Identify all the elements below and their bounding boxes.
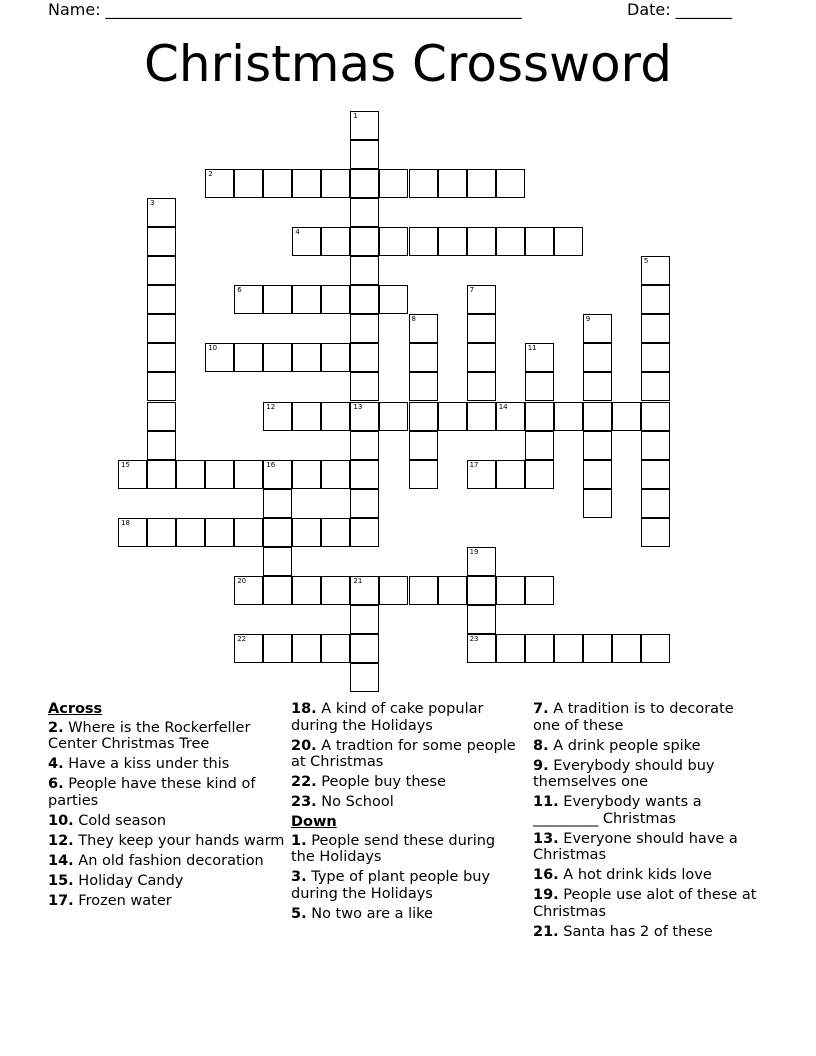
grid-cell[interactable] [350, 169, 379, 198]
clue-item [533, 758, 763, 791]
grid-cell[interactable] [641, 343, 670, 372]
grid-cell[interactable] [409, 460, 438, 489]
grid-cell[interactable] [234, 576, 263, 605]
grid-cell[interactable] [379, 285, 408, 314]
clue-item-text: No two are a like [306, 905, 433, 922]
grid-cell[interactable] [641, 372, 670, 401]
grid-cell[interactable] [321, 227, 350, 256]
grid-cell[interactable] [147, 314, 176, 343]
clue-item-text: No School [316, 794, 394, 810]
grid-cell[interactable] [583, 343, 612, 372]
clue-item-text: People have these kind of parties [48, 776, 256, 809]
grid-cell[interactable] [525, 460, 554, 489]
clue-item [48, 853, 286, 870]
grid-cell[interactable] [583, 314, 612, 343]
grid-cell[interactable] [147, 402, 176, 431]
grid-cell[interactable] [321, 285, 350, 314]
clue-item-text: A hot drink kids love [558, 867, 712, 883]
down-heading: Down [291, 814, 337, 830]
clue-item [291, 906, 516, 923]
grid-cell[interactable] [496, 576, 525, 605]
clue-item-text: People use alot of these at Christmas [533, 887, 757, 920]
clue-item-number: 22. [291, 774, 317, 790]
clue-item [533, 887, 763, 920]
grid-cell[interactable] [350, 576, 379, 605]
grid-cell[interactable] [350, 460, 379, 489]
grid-cell[interactable] [263, 518, 292, 547]
grid-cell[interactable] [350, 663, 379, 692]
grid-cell[interactable] [525, 634, 554, 663]
grid-cell[interactable] [263, 460, 292, 489]
grid-cell[interactable] [350, 140, 379, 169]
page-title: Christmas Crossword [144, 35, 672, 93]
grid-cell[interactable] [379, 227, 408, 256]
grid-cell[interactable] [496, 227, 525, 256]
grid-cell[interactable] [641, 285, 670, 314]
grid-cell[interactable] [467, 227, 496, 256]
grid-cell[interactable] [147, 285, 176, 314]
grid-cell[interactable] [292, 576, 321, 605]
grid-cell[interactable] [525, 402, 554, 431]
grid-cell[interactable] [583, 489, 612, 518]
grid-cell[interactable] [350, 489, 379, 518]
clue-item-number: 6. [48, 776, 64, 792]
clue-number: 1 [353, 112, 358, 120]
grid-cell[interactable] [147, 431, 176, 460]
grid-cell[interactable] [292, 402, 321, 431]
grid-cell[interactable] [350, 256, 379, 285]
grid-cell[interactable] [147, 256, 176, 285]
grid-cell[interactable] [350, 431, 379, 460]
grid-cell[interactable] [467, 605, 496, 634]
grid-cell[interactable] [350, 111, 379, 140]
grid-cell[interactable] [409, 227, 438, 256]
grid-cell[interactable] [554, 402, 583, 431]
grid-cell[interactable] [292, 518, 321, 547]
grid-cell[interactable] [379, 576, 408, 605]
grid-cell[interactable] [321, 518, 350, 547]
clue-number: 21 [353, 576, 363, 585]
name-field-label: Name: ____________________________________________________ [48, 0, 522, 19]
grid-cell[interactable] [350, 314, 379, 343]
clue-number: 7 [469, 286, 475, 295]
grid-cell[interactable] [438, 402, 467, 431]
grid-cell[interactable] [525, 227, 554, 256]
grid-cell[interactable] [641, 460, 670, 489]
grid-cell[interactable] [263, 489, 292, 518]
grid-cell[interactable] [147, 198, 176, 227]
grid-cell[interactable] [641, 402, 670, 431]
clue-item-text: Everybody should buy themselves one [533, 757, 715, 790]
grid-cell[interactable] [467, 314, 496, 343]
grid-cell[interactable] [321, 169, 350, 198]
across-heading: Across [48, 701, 103, 717]
clue-number: 5 [643, 257, 649, 266]
clue-item-number: 23. [291, 794, 317, 810]
grid-cell[interactable] [409, 402, 438, 431]
grid-cell[interactable] [467, 372, 496, 401]
clue-number: 15 [121, 460, 130, 469]
clue-number: 22 [237, 634, 247, 643]
grid-cell[interactable] [409, 169, 438, 198]
grid-cell[interactable] [409, 576, 438, 605]
grid-cell[interactable] [292, 343, 321, 372]
grid-cell[interactable] [147, 518, 176, 547]
clue-item [48, 720, 286, 753]
grid-cell[interactable] [379, 169, 408, 198]
clue-number: 8 [411, 315, 416, 324]
grid-cell[interactable] [292, 227, 321, 256]
clue-item-text: Everybody wants a _________ Christmas [533, 794, 702, 827]
clue-item [533, 794, 763, 827]
clue-item-text: Frozen water [73, 892, 172, 909]
clue-number: 3 [150, 199, 155, 208]
clue-item [291, 869, 516, 902]
grid-cell[interactable] [350, 605, 379, 634]
clue-item-number: 7. [533, 701, 549, 717]
grid-cell[interactable] [234, 634, 263, 663]
clue-item [533, 867, 763, 884]
grid-cell[interactable] [612, 634, 641, 663]
clue-item-number: 12. [48, 832, 74, 849]
grid-cell[interactable] [147, 227, 176, 256]
grid-cell[interactable] [321, 343, 350, 372]
clue-item-text: Where is the Rockerfeller Center Christmas Tree [48, 719, 251, 752]
clue-item-number: 17. [48, 892, 74, 909]
grid-cell[interactable] [496, 460, 525, 489]
clue-item [48, 756, 286, 773]
clue-item [291, 794, 516, 811]
clue-item [533, 831, 763, 864]
clue-item-text: A drink people spike [548, 737, 701, 754]
grid-cell[interactable] [467, 285, 496, 314]
clue-item-text: An old fashion decoration [73, 852, 264, 869]
grid-cell[interactable] [205, 169, 234, 198]
grid-cell[interactable] [234, 460, 263, 489]
clue-item-number: 10. [48, 812, 74, 829]
grid-cell[interactable] [409, 343, 438, 372]
grid-cell[interactable] [118, 518, 147, 547]
clue-item [48, 776, 286, 809]
grid-cell[interactable] [263, 169, 292, 198]
clue-item-text: A tradition is to decorate one of these [533, 701, 734, 734]
grid-cell[interactable] [205, 518, 234, 547]
grid-cell[interactable] [525, 343, 554, 372]
clue-item [533, 738, 763, 755]
grid-cell[interactable] [176, 460, 205, 489]
grid-cell[interactable] [583, 372, 612, 401]
clue-item-number: 15. [48, 872, 74, 889]
grid-cell[interactable] [641, 518, 670, 547]
grid-cell[interactable] [234, 518, 263, 547]
grid-cell[interactable] [205, 343, 234, 372]
grid-cell[interactable] [409, 314, 438, 343]
grid-cell[interactable] [147, 372, 176, 401]
clue-item-number: 16. [533, 867, 559, 883]
grid-cell[interactable] [554, 634, 583, 663]
clue-number: 20 [237, 576, 247, 585]
clue-item-number: 1. [291, 832, 307, 849]
clue-item-number: 4. [48, 756, 64, 772]
grid-cell[interactable] [263, 285, 292, 314]
grid-cell[interactable] [176, 518, 205, 547]
grid-cell[interactable] [147, 343, 176, 372]
grid-cell[interactable] [234, 343, 263, 372]
clues-column-1 [48, 701, 286, 913]
grid-cell[interactable] [409, 372, 438, 401]
grid-cell[interactable] [467, 402, 496, 431]
clue-item [48, 873, 286, 890]
grid-cell[interactable] [438, 576, 467, 605]
clue-item-number: 9. [533, 757, 549, 774]
grid-cell[interactable] [263, 547, 292, 576]
grid-cell[interactable] [641, 489, 670, 518]
grid-cell[interactable] [496, 402, 525, 431]
grid-cell[interactable] [641, 431, 670, 460]
grid-cell[interactable] [263, 576, 292, 605]
clue-item-text: Everyone should have a Christmas [533, 830, 738, 863]
grid-cell[interactable] [467, 547, 496, 576]
grid-cell[interactable] [350, 372, 379, 401]
clue-item-number: 19. [533, 887, 559, 903]
grid-cell[interactable] [263, 402, 292, 431]
grid-cell[interactable] [147, 460, 176, 489]
grid-cell[interactable] [350, 402, 379, 431]
clue-item-number: 8. [533, 737, 549, 754]
grid-cell[interactable] [350, 198, 379, 227]
clue-item-text: Santa has 2 of these [558, 923, 713, 940]
clue-number: 10 [208, 344, 218, 353]
clue-number: 11 [527, 344, 537, 353]
clue-number: 16 [266, 460, 276, 469]
clue-item-text: People buy these [316, 774, 446, 790]
grid-cell[interactable] [641, 314, 670, 343]
clue-number: 9 [585, 315, 591, 324]
clue-item-text: People send these during the Holidays [291, 832, 496, 865]
grid-cell[interactable] [379, 402, 408, 431]
clue-item [291, 738, 516, 771]
clue-item [48, 893, 286, 910]
clue-number: 6 [237, 286, 242, 295]
clue-item-number: 2. [48, 719, 64, 736]
clue-item [291, 701, 516, 734]
grid-cell[interactable] [118, 460, 147, 489]
clue-item [291, 774, 516, 791]
grid-cell[interactable] [263, 343, 292, 372]
clue-number: 23 [469, 634, 479, 643]
clues-column-3 [533, 701, 763, 944]
grid-cell[interactable] [467, 634, 496, 663]
grid-cell[interactable] [554, 227, 583, 256]
clue-item [291, 833, 516, 866]
grid-cell[interactable] [350, 227, 379, 256]
grid-cell[interactable] [350, 343, 379, 372]
clue-number: 4 [295, 228, 300, 237]
grid-cell[interactable] [409, 431, 438, 460]
clue-number: 2 [208, 170, 213, 179]
grid-cell[interactable] [525, 576, 554, 605]
clue-item-number: 3. [291, 869, 307, 885]
grid-cell[interactable] [350, 285, 379, 314]
grid-cell[interactable] [641, 256, 670, 285]
grid-cell[interactable] [612, 402, 641, 431]
grid-cell[interactable] [350, 634, 379, 663]
grid-cell[interactable] [496, 169, 525, 198]
clue-item-text: A tradtion for some people at Christmas [291, 737, 516, 770]
clue-item-text: Holiday Candy [73, 872, 184, 889]
clue-item-number: 13. [533, 830, 559, 847]
grid-cell[interactable] [583, 402, 612, 431]
grid-cell[interactable] [467, 343, 496, 372]
clue-item [533, 701, 763, 734]
grid-cell[interactable] [234, 285, 263, 314]
grid-cell[interactable] [641, 634, 670, 663]
grid-cell[interactable] [321, 460, 350, 489]
clue-item [48, 833, 286, 850]
grid-cell[interactable] [438, 227, 467, 256]
date-field-label: Date: _______ [627, 0, 732, 19]
grid-cell[interactable] [234, 169, 263, 198]
grid-cell[interactable] [583, 431, 612, 460]
grid-cell[interactable] [496, 634, 525, 663]
grid-cell[interactable] [583, 634, 612, 663]
clue-item-number: 11. [533, 794, 559, 810]
grid-cell[interactable] [292, 169, 321, 198]
grid-cell[interactable] [467, 460, 496, 489]
clue-item-text: Type of plant people buy during the Holidays [291, 869, 491, 902]
clue-item-text: They keep your hands warm [73, 832, 285, 849]
clue-item-text: Have a kiss under this [63, 756, 230, 772]
clues-column-2 [291, 701, 516, 926]
clue-item-number: 18. [291, 701, 317, 717]
grid-cell[interactable] [583, 460, 612, 489]
grid-cell[interactable] [321, 402, 350, 431]
grid-cell[interactable] [525, 431, 554, 460]
clue-item-number: 20. [291, 737, 317, 754]
clue-item-text: Cold season [73, 812, 167, 829]
grid-cell[interactable] [467, 576, 496, 605]
clue-item-number: 5. [291, 905, 307, 922]
grid-cell[interactable] [525, 372, 554, 401]
clue-item [533, 924, 763, 941]
clue-item-text: A kind of cake popular during the Holidays [291, 701, 484, 734]
clue-number: 12 [266, 402, 276, 411]
clue-number: 18 [121, 518, 130, 527]
clue-number: 19 [469, 547, 479, 556]
grid-cell[interactable] [263, 634, 292, 663]
grid-cell[interactable] [321, 634, 350, 663]
clue-item-number: 21. [533, 923, 559, 940]
clue-number: 14 [498, 402, 508, 411]
clue-number: 17 [469, 460, 479, 469]
grid-cell[interactable] [438, 169, 467, 198]
grid-cell[interactable] [292, 285, 321, 314]
grid-cell[interactable] [292, 634, 321, 663]
clue-number: 13 [353, 402, 363, 411]
clue-item-number: 14. [48, 852, 74, 869]
grid-cell[interactable] [321, 576, 350, 605]
grid-cell[interactable] [205, 460, 234, 489]
grid-cell[interactable] [350, 518, 379, 547]
clue-item [48, 813, 286, 830]
grid-cell[interactable] [292, 460, 321, 489]
grid-cell[interactable] [467, 169, 496, 198]
